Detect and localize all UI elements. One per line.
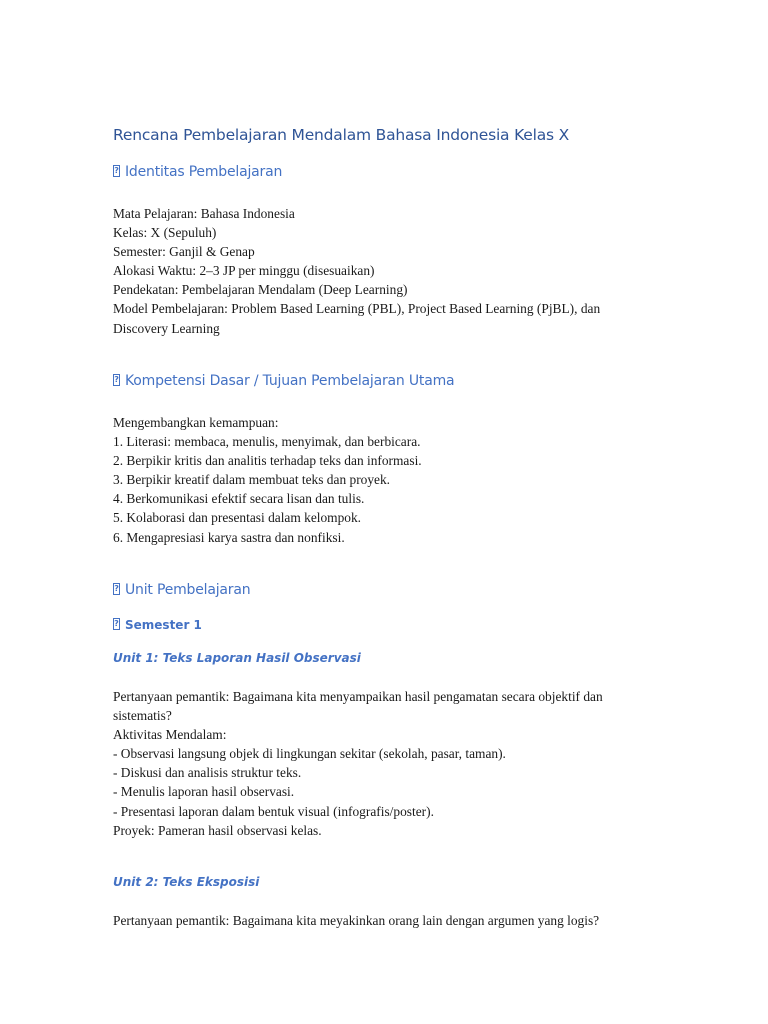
unit-1-paragraph	[113, 687, 673, 840]
identitas-line: Model Pembelajaran: Problem Based Learning (PBL), Project Based Learning (PjBL), dan	[113, 301, 601, 317]
unit-1-line: Pertanyaan pemantik: Bagaimana kita menyampaikan hasil pengamatan secara objektif dan	[113, 689, 603, 704]
kompetensi-line: 3. Berpikir kreatif dalam membuat teks dan proyek.	[113, 472, 391, 488]
unit-1-line: - Menulis laporan hasil observasi.	[113, 784, 295, 800]
unit-1-line: - Presentasi laporan dalam bentuk visual (infografis/poster).	[113, 803, 434, 819]
kompetensi-heading	[113, 373, 454, 389]
semester-1-heading	[113, 618, 202, 632]
kompetensi-paragraph	[113, 413, 673, 547]
kompetensi-line: Mengembangkan kemampuan:	[113, 415, 279, 430]
document-title: Rencana Pembelajaran Mendalam Bahasa Indonesia Kelas X	[113, 126, 570, 144]
unit-1-line: sistematis?	[113, 708, 172, 724]
missing-glyph-icon	[113, 583, 120, 595]
missing-glyph-icon	[113, 618, 120, 630]
kompetensi-line: 5. Kolaborasi dan presentasi dalam kelompok.	[113, 510, 362, 526]
semester-1-heading-text: Semester 1	[125, 618, 202, 632]
kompetensi-heading-text: Kompetensi Dasar / Tujuan Pembelajaran Utama	[125, 373, 455, 389]
kompetensi-line: 4. Berkomunikasi efektif secara lisan dan tulis.	[113, 491, 365, 507]
unit-1-line: - Observasi langsung objek di lingkungan sekitar (sekolah, pasar, taman).	[113, 746, 506, 762]
unit-1-line: - Diskusi dan analisis struktur teks.	[113, 765, 302, 781]
unit-2-line: Pertanyaan pemantik: Bagaimana kita meyakinkan orang lain dengan argumen yang logis?	[113, 913, 600, 928]
identitas-heading	[113, 164, 282, 180]
unit-2-paragraph	[113, 911, 673, 930]
identitas-line: Mata Pelajaran: Bahasa Indonesia	[113, 206, 295, 221]
kompetensi-line: 6. Mengapresiasi karya sastra dan nonfiksi.	[113, 529, 345, 545]
identitas-heading-text: Identitas Pembelajaran	[125, 164, 283, 180]
unit-pembelajaran-heading-text: Unit Pembelajaran	[125, 582, 251, 598]
identitas-paragraph	[113, 204, 673, 338]
unit-1-line: Aktivitas Mendalam:	[113, 727, 227, 743]
identitas-line: Discovery Learning	[113, 320, 220, 336]
unit-1-line: Proyek: Pameran hasil observasi kelas.	[113, 822, 322, 838]
kompetensi-line: 2. Berpikir kritis dan analitis terhadap teks dan informasi.	[113, 453, 422, 469]
unit-1-heading: Unit 1: Teks Laporan Hasil Observasi	[113, 651, 361, 665]
unit-pembelajaran-heading	[113, 582, 250, 598]
identitas-line: Semester: Ganjil & Genap	[113, 244, 255, 260]
missing-glyph-icon	[113, 165, 120, 177]
identitas-line: Alokasi Waktu: 2–3 JP per minggu (disesuaikan)	[113, 263, 375, 279]
kompetensi-line: 1. Literasi: membaca, menulis, menyimak, dan berbicara.	[113, 434, 421, 450]
identitas-line: Pendekatan: Pembelajaran Mendalam (Deep Learning)	[113, 282, 408, 298]
missing-glyph-icon	[113, 374, 120, 386]
identitas-line: Kelas: X (Sepuluh)	[113, 225, 217, 241]
unit-2-heading: Unit 2: Teks Eksposisi	[113, 875, 260, 889]
